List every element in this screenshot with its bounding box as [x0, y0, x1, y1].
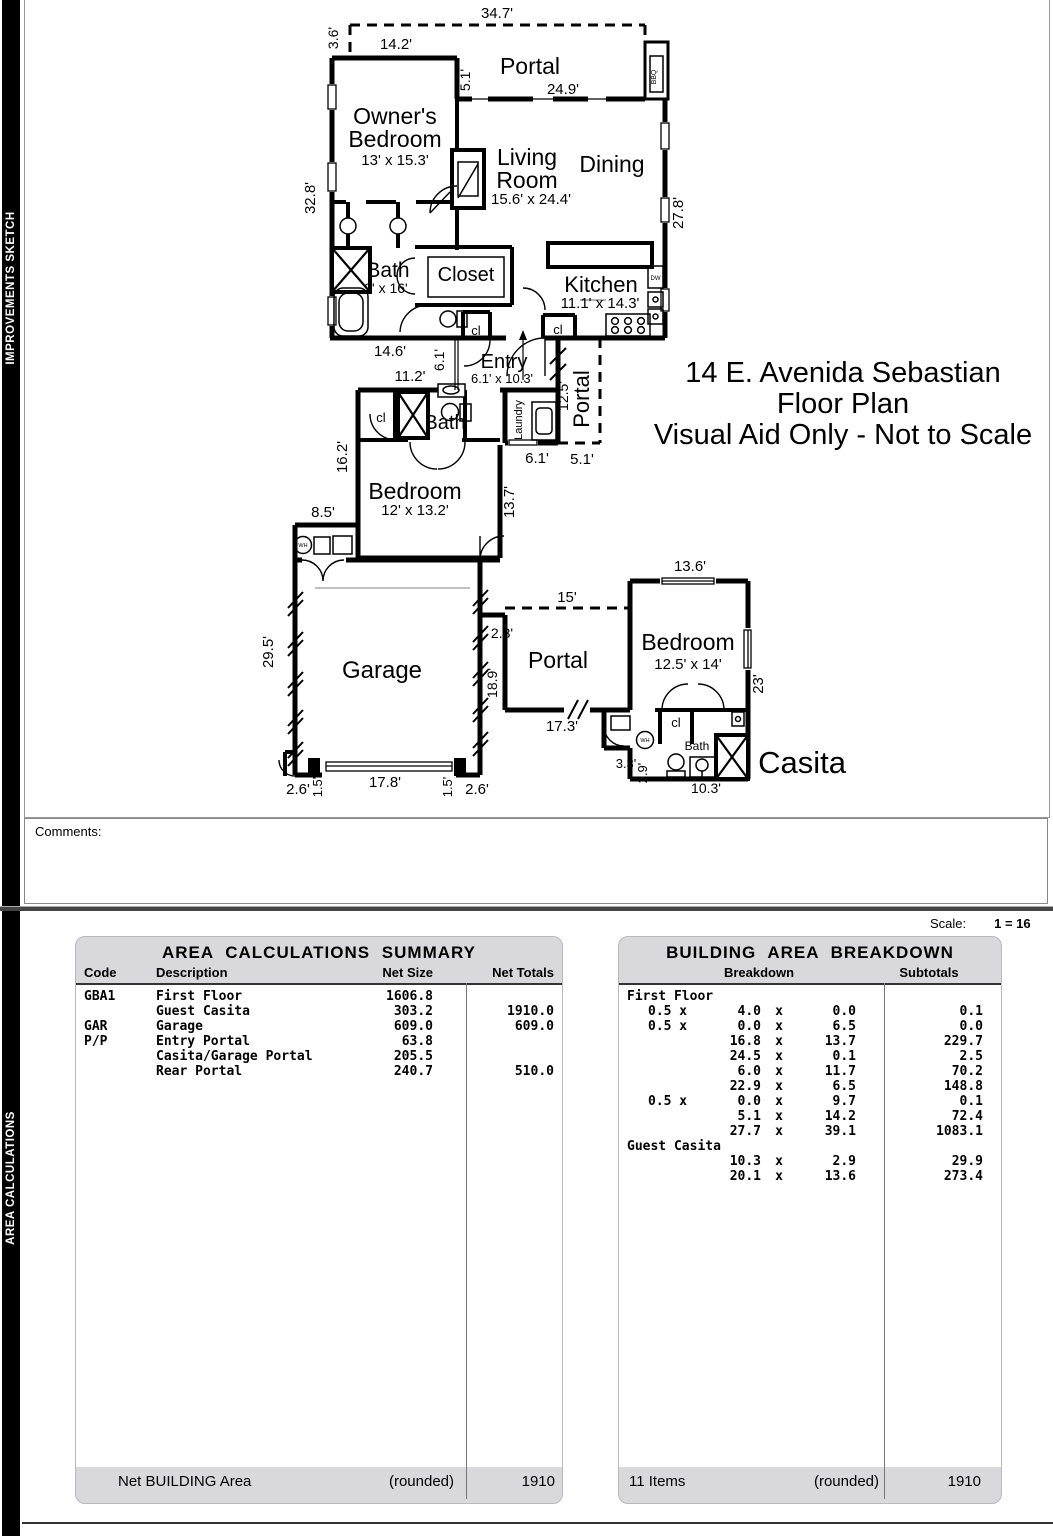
scale-readout [930, 916, 1031, 931]
room-label-bath-main: Bath [366, 259, 410, 282]
dim-rear-portal: 34.7' [480, 5, 514, 22]
room-label-garage: Garage [341, 657, 423, 684]
room-size-owners: 13' x 15.3' [361, 152, 429, 169]
breakdown-footer-total: 1910 [947, 1473, 981, 1490]
dim-owners-top: 14.2' [379, 36, 413, 53]
closet-label-hall: cl [471, 323, 481, 338]
room-label-closet: Closet [437, 264, 495, 286]
table-row: Guest Casita 303.2 1910.0 [156, 1004, 554, 1019]
dim-casita-top: 13.6' [673, 558, 707, 575]
col-description: Description [156, 965, 228, 980]
room-label-entry: Entry [480, 351, 528, 373]
dim-entry-portal-height: 12.5' [555, 381, 571, 411]
room-label-bath2: Bath [424, 412, 466, 434]
breakdown-title: BUILDING AREA BREAKDOWN [666, 943, 954, 962]
col-subtotals: Subtotals [899, 965, 959, 980]
room-size-bedroom3: 12.5' x 14' [654, 656, 722, 673]
wh-label-garage: WH [298, 543, 308, 549]
dim-rear-offset: 3.6' [325, 26, 341, 50]
room-label-owners-1: Owner's [353, 103, 437, 129]
room-label-laundry: Laundry [513, 400, 525, 440]
scale-label: Scale: [930, 916, 967, 931]
room-label-living-2: Room [496, 167, 558, 193]
sidebar-top-label: IMPROVEMENTS SKETCH [5, 211, 17, 365]
wh-label-casita: WH [640, 738, 650, 744]
summary-footer-total: 1910 [521, 1473, 555, 1490]
table-row: 24.5 x 0.1 2.5 [729, 1049, 983, 1064]
summary-footer [76, 1473, 562, 1493]
room-size-entry: 6.1' x 10.3' [470, 371, 534, 386]
table-row: GBA1 First Floor 1606.8 [84, 989, 433, 1004]
building-area-breakdown-table [618, 936, 1002, 1504]
dim-west-wall: 32.8' [302, 181, 319, 215]
col-net-totals: Net Totals [492, 965, 554, 980]
dim-garage-west: 29.5' [260, 635, 277, 669]
table-row: 5.1 x 14.2 72.4 [737, 1109, 983, 1124]
bbq-label: BBQ [651, 69, 658, 85]
dim-laundry-width: 6.1' [525, 450, 549, 467]
table-row: 0.5 x 0.0 x 9.7 0.1 [648, 1094, 983, 1109]
table-row: Guest Casita [627, 1139, 721, 1154]
room-label-dining: Dining [579, 151, 645, 177]
dim-portal2-bottom: 17.3' [545, 718, 579, 735]
dim-corner-left: 2.6' [286, 781, 310, 798]
table-row: 10.3 x 2.9 29.9 [729, 1154, 983, 1169]
table-row: 22.9 x 6.5 148.8 [729, 1079, 983, 1094]
sidebar-bottom-label: AREA CALCULATIONS [5, 1111, 17, 1245]
comments-box[interactable] [24, 818, 1048, 904]
room-label-casita: Casita [758, 745, 846, 780]
closet-label-kitchen: cl [553, 322, 563, 337]
dim-garage-east: 18.9' [484, 668, 500, 698]
dim-bath-width: 14.6' [373, 343, 407, 360]
table-row: GAR Garage 609.0 609.0 [84, 1019, 554, 1034]
dim-garage-door: 17.8' [368, 774, 402, 791]
plan-title-line3: Visual Aid Only - Not to Scale [653, 419, 1033, 451]
section-divider [0, 906, 1053, 911]
col-breakdown: Breakdown [723, 965, 795, 980]
table-row: 0.5 x 4.0 x 0.0 0.1 [648, 1004, 983, 1019]
dim-portal2-width: 15' [557, 589, 577, 606]
col-net-size: Net Size [382, 965, 433, 980]
dim-casita-nook-v: 2.9' [635, 762, 650, 784]
summary-column-headers [76, 965, 562, 983]
room-label-kitchen: Kitchen [564, 272, 638, 297]
dim-notch-right: 1.5' [440, 776, 455, 798]
summary-footer-rounded: (rounded) [388, 1473, 454, 1490]
dim-portal-width: 24.9' [546, 81, 580, 98]
table-row: P/P Entry Portal 63.8 [84, 1034, 433, 1049]
table-row: Rear Portal 240.7 510.0 [156, 1064, 554, 1079]
summary-footer-label: Net BUILDING Area [118, 1473, 252, 1490]
dim-casita-east: 23' [750, 674, 767, 694]
closet-label-wing: cl [376, 410, 386, 425]
col-code: Code [84, 965, 117, 980]
sidebar-improvements-sketch [2, 0, 20, 906]
dim-casita-nook: 3.3' [615, 756, 637, 771]
room-size-living: 15.6' x 24.4' [491, 191, 571, 208]
room-label-casita-portal: Portal [527, 647, 589, 673]
dim-portal-depth: 5.1' [457, 68, 473, 92]
room-label-bedroom3: Bedroom [641, 629, 735, 655]
dim-east-wall: 27.8' [670, 196, 687, 230]
table-row: First Floor [627, 989, 714, 1004]
room-size-kitchen: 11.1' x 14.3' [560, 295, 640, 312]
dim-notch-left: 1.5' [310, 776, 325, 798]
summary-rows [76, 989, 562, 1079]
page-bottom-border [22, 1522, 1053, 1524]
table-row: 6.0 x 11.7 70.2 [737, 1064, 983, 1079]
scale-value: 1 = 16 [994, 916, 1031, 931]
summary-title: AREA CALCULATIONS SUMMARY [161, 943, 477, 962]
entry-arrow [519, 330, 527, 340]
room-label-bedroom2: Bedroom [368, 478, 462, 504]
dim-garage-top: 8.5' [311, 504, 335, 521]
room-label-owners-2: Bedroom [348, 126, 442, 152]
area-calculations-summary-table [75, 936, 563, 1504]
room-size-bedroom2: 12' x 13.2' [381, 502, 449, 519]
dw-label: DW [650, 276, 661, 282]
breakdown-footer-rounded: (rounded) [813, 1473, 879, 1490]
dim-casita-bottom: 10.3' [691, 780, 721, 796]
dim-garage-step: 2.3' [490, 625, 514, 641]
dim-wing-top: 11.2' [394, 368, 426, 385]
breakdown-rows [619, 989, 1001, 1184]
dim-entry-portal-width: 5.1' [570, 451, 594, 468]
dim-wing-west: 16.2' [334, 440, 351, 474]
sidebar-area-calculations [2, 910, 20, 1536]
room-size-bath-main: 9' x 16' [364, 280, 408, 296]
breakdown-footer [619, 1473, 1001, 1493]
plan-title-line1: 14 E. Avenida Sebastian [685, 357, 1001, 389]
table-row: 27.7 x 39.1 1083.1 [729, 1124, 983, 1139]
plan-title-line2: Floor Plan [776, 388, 910, 420]
closet-label-casita: cl [671, 715, 681, 730]
table-row: Casita/Garage Portal 205.5 [156, 1049, 433, 1064]
comments-label: Comments: [35, 824, 102, 839]
room-label-rear-portal: Portal [499, 53, 561, 79]
room-label-bath3: Bath [684, 739, 710, 753]
table-row: 20.1 x 13.6 273.4 [729, 1169, 983, 1184]
table-row: 0.5 x 0.0 x 6.5 0.0 [648, 1019, 983, 1034]
breakdown-footer-label: 11 Items [629, 1473, 686, 1490]
dim-bedroom-east: 13.7' [501, 485, 518, 519]
breakdown-column-headers [619, 965, 1001, 983]
dim-entry-width: 6.1' [431, 348, 447, 372]
table-row: 16.8 x 13.7 229.7 [729, 1034, 983, 1049]
dim-corner-right: 2.6' [465, 781, 489, 798]
room-label-entry-portal: Portal [569, 370, 594, 428]
room-label-living-1: Living [496, 144, 558, 170]
plan-labels [260, 5, 1032, 798]
